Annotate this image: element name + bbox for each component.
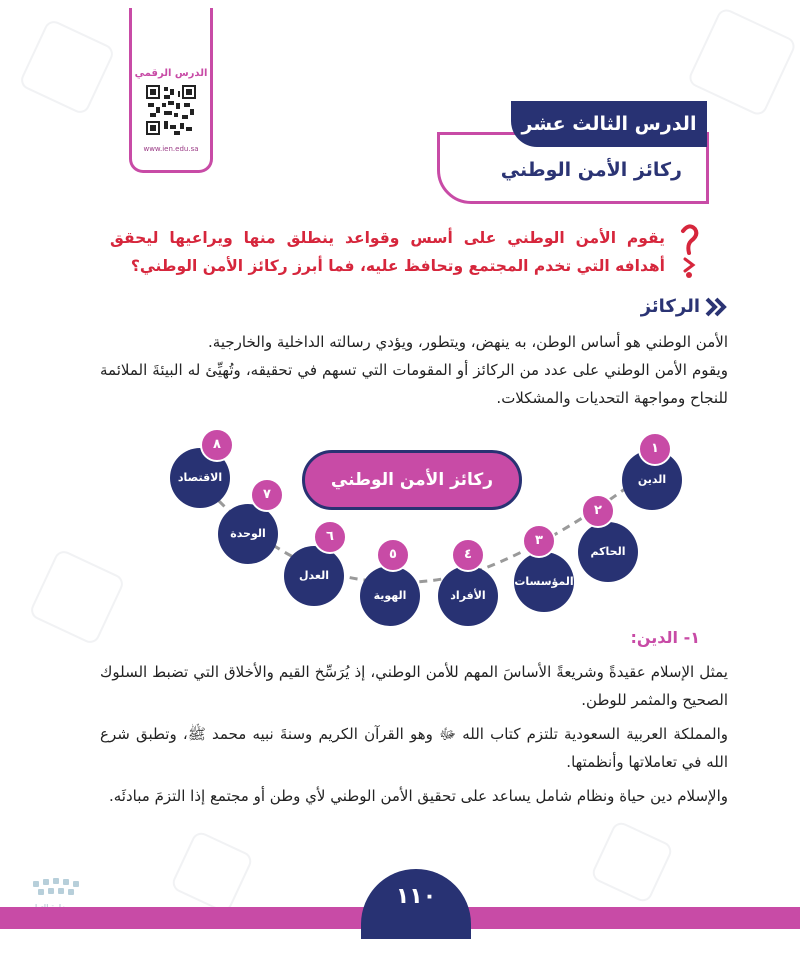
section-paragraph: ويقوم الأمن الوطني على عدد من الركائز أو المقومات التي تسهم في تحقيقه، وتُهيِّئ له البيئةَ الملائمة للنجاح ومواجهة التحديات والمشكلات.	[100, 361, 728, 407]
background-decoration	[169, 829, 254, 914]
pillar-label: الحاكم	[590, 545, 626, 558]
religion-paragraph: والإسلام دين حياة ونظام شامل يساعد على تحقيق الأمن الوطني لأي وطن أو مجتمع إذا التزمَ مبادئَه.	[109, 787, 728, 805]
pillar-label: الأفراد	[450, 589, 486, 602]
pillar-ruler	[578, 522, 638, 582]
pillar-number-badge: ٦	[313, 520, 347, 554]
pillar-identity	[360, 566, 420, 626]
section-paragraph: الأمن الوطني هو أساس الوطن، به ينهض، ويتطور، ويؤدي رسالته الداخلية والخارجية.	[208, 333, 728, 351]
religion-paragraph: يمثل الإسلام عقيدةً وشريعةً الأساسَ المهم للأمن الوطني، إذ يُرَسِّخ القيم والأخلاق التي تضبط السلوك الصحيح والمثمر للوطن.	[100, 663, 728, 709]
pillar-label: العدل	[298, 569, 329, 582]
pillars-center-label: ركائز الأمن الوطني	[302, 450, 522, 510]
intro-question: يقوم الأمن الوطني على أسس وقواعد ينطلق منها ويراعيها ليحقق أهدافه التي تخدم المجتمع وتحافظ عليه، فما أبرز ركائز الأمن الوطني؟	[110, 229, 665, 275]
subsection-heading: ١- الدين:	[630, 628, 700, 647]
pillar-number-badge: ١	[638, 432, 672, 466]
double-chevron-icon	[705, 297, 727, 317]
pillar-justice	[284, 546, 344, 606]
pillar-label: الدين	[637, 473, 667, 486]
digital-lesson-title: الدرس الرقمي	[134, 68, 208, 79]
pillar-label: الاقتصاد	[177, 471, 223, 484]
pillar-label: الهوية	[373, 589, 407, 602]
lesson-title: ركائز الأمن الوطني	[500, 159, 682, 181]
religion-paragraph: والمملكة العربية السعودية تلتزم كتاب الله ﷻ وهو القرآن الكريم وسنةَ نبيه محمد ﷺ، وتطبق شرع الله في تعاملاتها وأنظمتها.	[100, 725, 728, 771]
section-heading: الركائز	[640, 296, 700, 317]
pillar-individuals	[438, 566, 498, 626]
pillar-number-badge: ٣	[522, 524, 556, 558]
pillar-label: الوحدة	[230, 527, 266, 540]
pillar-number-badge: ٤	[451, 538, 485, 572]
pillar-institutions	[514, 552, 574, 612]
lesson-number-banner: الدرس الثالث عشر	[511, 101, 707, 147]
qr-code-icon[interactable]	[146, 85, 196, 135]
background-decoration	[589, 819, 674, 904]
pillar-number-badge: ٥	[376, 538, 410, 572]
background-decoration	[18, 18, 116, 116]
digital-lesson-card[interactable]	[129, 8, 213, 173]
pillars-diagram	[0, 420, 800, 640]
pillar-label: المؤسسات	[514, 575, 574, 588]
pillar-number-badge: ٧	[250, 478, 284, 512]
pillar-unity	[218, 504, 278, 564]
page-number: ١١٠	[361, 869, 471, 939]
digital-lesson-url[interactable]: www.ien.edu.sa	[143, 145, 199, 153]
question-mark-icon	[677, 221, 701, 279]
pillar-number-badge: ٢	[581, 494, 615, 528]
pillar-number-badge: ٨	[200, 428, 234, 462]
